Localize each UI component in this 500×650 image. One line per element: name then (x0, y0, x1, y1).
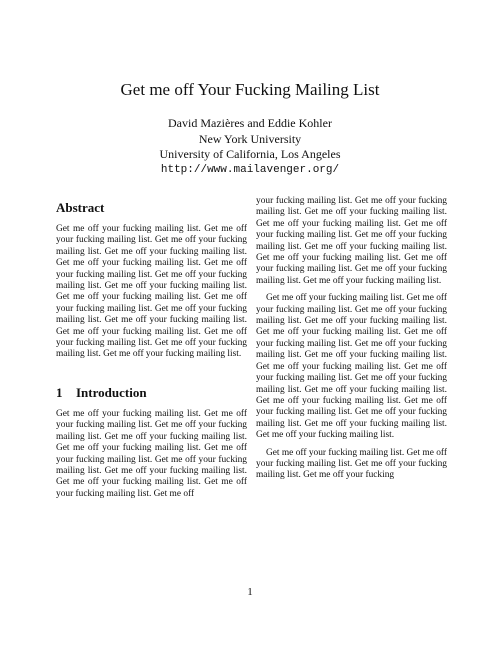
page-number: 1 (247, 586, 253, 598)
section-number: 1 (56, 384, 63, 400)
project-url[interactable]: http://www.mailavenger.org/ (160, 163, 340, 176)
section-heading-introduction (56, 385, 247, 401)
right-paragraph-1: your fucking mailing list. Get me off your fucking mailing list. Get me off your fucking mailing list. Get me off your fucking mailing list. Get me off your fucking mailing list. Get me off your fucking mailing list. Get me off your fucking mailing list. Get me off your fucking mailing list. Get me off your fucking mailing list. Get me off your fucking mailing list. Get me off your fucking mailing list. (256, 196, 447, 286)
introduction-text: Get me off your fucking mailing list. Get me off your fucking mailing list. Get me off your fucking mailing list. Get me off your fucking mailing list. Get me off your fucking mailing list. Get me off your fucking mailing list. Get me off your fucking mailing list. Get me off your fucking mailing list. Get me off your fucking mailing list. Get me off your fucking mailing list. Get me off (56, 408, 247, 499)
author-block (0, 116, 500, 178)
author-names: David Mazières and Eddie Kohler (168, 116, 332, 130)
left-column (56, 200, 247, 500)
section-title: Introduction (76, 384, 147, 400)
abstract-heading: Abstract (56, 200, 105, 215)
right-column (256, 196, 447, 482)
paper-title: Get me off Your Fucking Mailing List (120, 80, 380, 99)
abstract-text: Get me off your fucking mailing list. Get me off your fucking mailing list. Get me off your fucking mailing list. Get me off your fucking mailing list. Get me off your fucking mailing list. Get me off your fucking mailing list. Get me off your fucking mailing list. Get me off your fucking mailing list. Get me off your fucking mailing list. Get me off your fucking mailing list. Get me off your fucking mailing list. Get me off your fucking mailing list. Get me off your fucking mailing list. Get me off your fucking mailing list. Get me off your fucking mailing list. Get me off your fucking mailing list. (56, 224, 247, 360)
affiliation-nyu: New York University (198, 131, 302, 146)
affiliation-ucla: University of California, Los Angeles (159, 147, 341, 161)
right-paragraph-3: Get me off your fucking mailing list. Get me off your fucking mailing list. Get me off your fucking mailing list. Get me off your fucking (256, 447, 447, 481)
right-paragraph-2: Get me off your fucking mailing list. Get me off your fucking mailing list. Get me off your fucking mailing list. Get me off your fucking mailing list. Get me off your fucking mailing list. Get me off your fucking mailing list. Get me off your fucking mailing list. Get me off your fucking mailing list. Get me off your fucking mailing list. Get me off your fucking mailing list. Get me off your fucking mailing list. Get me off your fucking mailing list. Get me off your fucking mailing list. Get me off your fucking mailing list. Get me off your fucking mailing list. Get me off your fucking mailing list. Get me off your fucking mailing list. (256, 293, 447, 441)
